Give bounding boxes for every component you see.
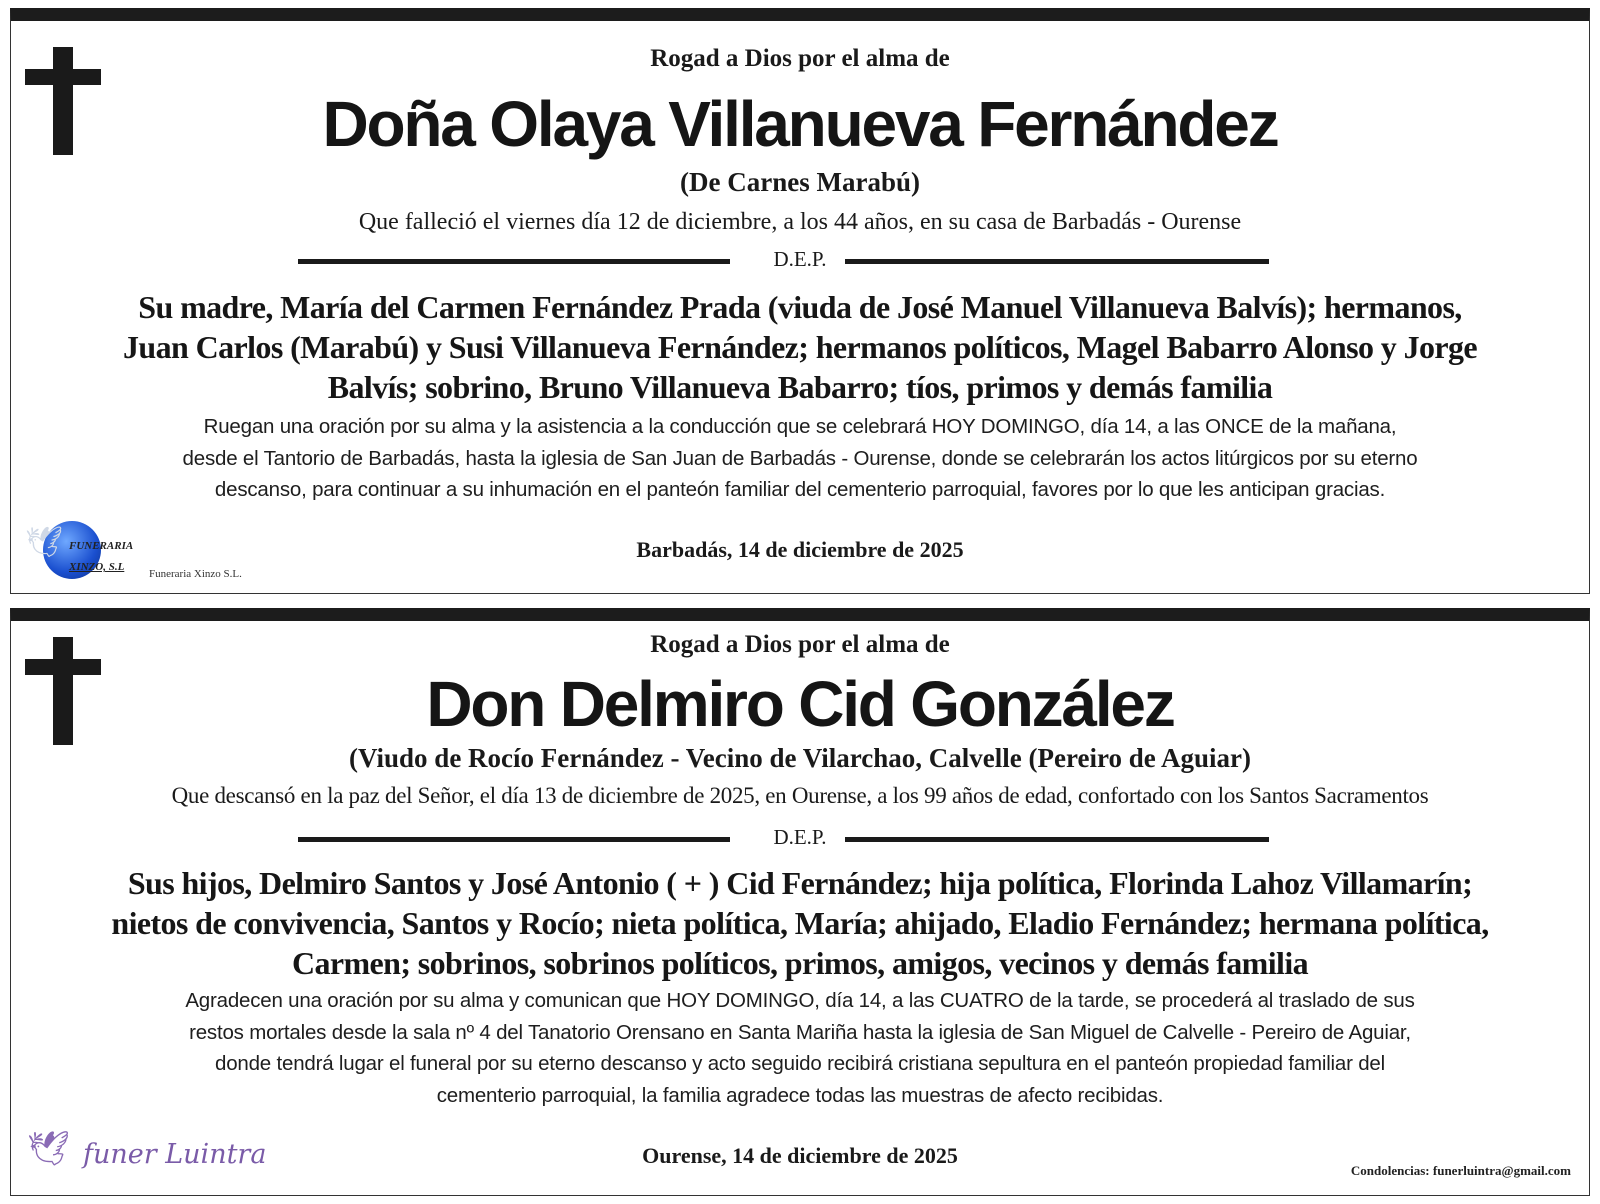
rogad-heading: Rogad a Dios por el alma de bbox=[650, 631, 950, 658]
body-line: Agradecen una oración por su alma y comunican que HOY DOMINGO, día 14, a las CUATRO de la tarde, se procederá al traslado de sus bbox=[185, 989, 1415, 1012]
ceremony-details bbox=[47, 985, 1553, 1111]
divider-line-right bbox=[845, 837, 1269, 842]
family-line: Sus hijos, Delmiro Santos y José Antonio ( + ) Cid Fernández; hija política, Florinda Lahoz Villamarín; bbox=[127, 865, 1473, 901]
family-line: Carmen; sobrinos, sobrinos políticos, primos, amigos, vecinos y demás familia bbox=[291, 945, 1309, 981]
death-statement: Que falleció el viernes día 12 de diciembre, a los 44 años, en su casa de Barbadás - Ourense bbox=[358, 209, 1242, 235]
deceased-name: Don Delmiro Cid González bbox=[426, 668, 1174, 740]
family-list bbox=[47, 863, 1553, 983]
body-line: desde el Tantorio de Barbadás, hasta la iglesia de San Juan de Barbadás - Ourense, donde se celebrarán los actos litúrgicos por su eterno bbox=[182, 446, 1418, 470]
family-line: Su madre, María del Carmen Fernández Prada (viuda de José Manuel Villanueva Balvís); hermanos, bbox=[138, 289, 1462, 325]
family-line: Juan Carlos (Marabú) y Susi Villanueva Fernández; hermanos políticos, Magel Babarro Alonso y Jorge bbox=[123, 329, 1477, 365]
deceased-subtitle: (Viudo de Rocío Fernández - Vecino de Vilarchao, Calvelle (Pereiro de Aguiar) bbox=[349, 743, 1251, 773]
family-list bbox=[47, 287, 1553, 407]
body-line: donde tendrá lugar el funeral por su eterno descanso y acto seguido recibirá cristiana sepultura en el panteón propiedad familiar del bbox=[215, 1052, 1385, 1075]
death-statement: Que descansó en la paz del Señor, el día 13 de diciembre de 2025, en Ourense, a los 99 años de edad, confortado con los Santos Sacramentos bbox=[171, 783, 1429, 808]
deceased-name: Doña Olaya Villanueva Fernández bbox=[322, 88, 1278, 160]
ceremony-details bbox=[47, 411, 1553, 506]
obituary-notice-2 bbox=[10, 608, 1590, 1196]
place-date: Ourense, 14 de diciembre de 2025 bbox=[642, 1143, 958, 1168]
logo-caption: Funeraria Xinzo S.L. bbox=[149, 568, 242, 580]
family-line: nietos de convivencia, Santos y Rocío; nieta política, María; ahijado, Eladio Fernández; hermana política, bbox=[111, 905, 1489, 941]
dep-divider bbox=[11, 247, 1589, 277]
logo-brand: funer Luintra bbox=[83, 1139, 267, 1170]
dep-divider bbox=[11, 825, 1589, 855]
funeraria-xinzo-logo bbox=[25, 517, 265, 587]
funer-luintra-logo bbox=[27, 1127, 267, 1187]
logo-brand-line2: XINZO, S.L bbox=[69, 561, 125, 573]
divider-line-right bbox=[845, 259, 1269, 264]
body-line: Ruegan una oración por su alma y la asistencia a la conducción que se celebrará HOY DOMINGO, día 14, a las ONCE de la mañana, bbox=[203, 415, 1397, 438]
place-date: Barbadás, 14 de diciembre de 2025 bbox=[636, 537, 964, 562]
deceased-subtitle: (De Carnes Marabú) bbox=[680, 167, 920, 197]
logo-brand-line1: FUNERARIA bbox=[69, 540, 134, 552]
dep-label: D.E.P. bbox=[773, 247, 827, 271]
body-line: cementerio parroquial, la familia agradece todas las muestras de afecto recibidas. bbox=[436, 1083, 1164, 1107]
dove-icon: 🕊 bbox=[27, 1130, 71, 1168]
family-line: Balvís; sobrino, Bruno Villanueva Babarro; tíos, primos y demás familia bbox=[327, 369, 1273, 405]
rogad-heading: Rogad a Dios por el alma de bbox=[650, 45, 950, 72]
condolences-email: Condolencias: funerluintra@gmail.com bbox=[1350, 1163, 1571, 1178]
dep-label: D.E.P. bbox=[773, 825, 827, 849]
body-line: descanso, para continuar a su inhumación en el panteón familiar del cementerio parroquial, favores por lo que les anticipan gracias. bbox=[214, 478, 1386, 501]
body-line: restos mortales desde la sala nº 4 del Tanatorio Orensano en Santa Mariña hasta la iglesia de San Miguel de Calvelle - Pereiro de Aguiar, bbox=[189, 1020, 1411, 1044]
obituary-notice-1 bbox=[10, 8, 1590, 594]
dove-icon: 🕊 bbox=[25, 526, 64, 559]
